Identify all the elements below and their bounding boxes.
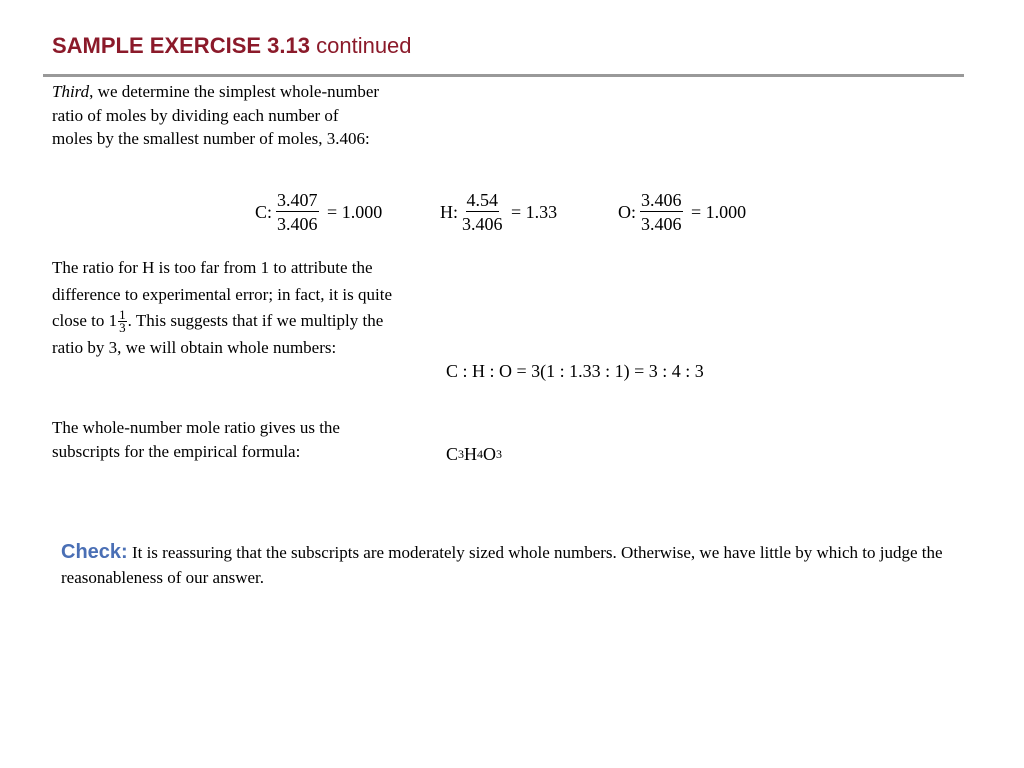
check-text: It is reassuring that the subscripts are moderately sized whole numbers. Otherwise, we have little by which to judge the reasonableness of our answer. [61, 543, 943, 587]
ratio-c-element: C [255, 201, 268, 222]
mixed-number [109, 308, 128, 335]
ratio-h-equation: H : $\frac{4.54}{3.406}$ = 1.33 [440, 190, 558, 234]
third-step-paragraph [52, 80, 382, 151]
ratio-h-numerator: 4.54 [466, 190, 499, 210]
ratio-c-fraction [276, 190, 319, 234]
empirical-paragraph: The whole-number mole ratio gives us the subscripts for the empirical formula: [52, 418, 340, 461]
ratio-h-denominator: 3.406 [462, 214, 503, 234]
third-text: , we determine the simplest whole-number ratio of moles by dividing each number of moles by the smallest number of moles, 3.406: [52, 82, 380, 148]
ratio-c-numerator: 3.407 [277, 190, 318, 210]
ratio-h-fraction [462, 190, 503, 234]
ratio-o-denominator: 3.406 [641, 214, 682, 234]
check-paragraph [61, 540, 951, 590]
title-bold: SAMPLE EXERCISE 3.13 [52, 33, 310, 58]
ratio-o-equation: O : $\frac{3.406}{3.406}$ = 1.000 [618, 190, 747, 234]
formula-h: H [464, 444, 478, 464]
ratio-h-element: H [440, 201, 453, 222]
empirical-formula [446, 444, 502, 465]
mixed-whole: 1 [108, 311, 118, 330]
formula-o: O [483, 444, 497, 464]
ratio-o-numerator: 3.406 [641, 190, 682, 210]
formula-c: C [446, 444, 459, 464]
third-lead: Third [52, 82, 90, 101]
mixed-frac-den: 3 [119, 319, 126, 335]
ratio-note-after: . This suggests that if we multiply the ratio by 3, we will obtain whole numbers: [52, 311, 384, 357]
mole-ratio-equation: C : H : O = 3(1 : 1.33 : 1) = 3 : 4 : 3 [446, 361, 704, 381]
ratio-note-before: The ratio for H is too far from 1 to attribute the difference to experimental error; in fact, it is quite close to [52, 258, 393, 330]
ratio-o-fraction [640, 190, 683, 234]
mixed-frac-num: 1 [119, 306, 126, 322]
ratio-h-result: 1.33 [525, 201, 558, 222]
check-label: Check: [61, 541, 128, 563]
ratio-c-equation: C : $\frac{3.407}{3.406}$ = 1.000 [255, 190, 383, 234]
title-divider [43, 74, 964, 77]
formula-o-subscript: 3 [496, 447, 503, 461]
formula-c-subscript: 3 [458, 447, 465, 461]
ratio-o-element: O [618, 201, 631, 222]
ratio-c-result: 1.000 [341, 201, 383, 222]
ratio-o-result: 1.000 [705, 201, 747, 222]
slide-title [52, 33, 412, 59]
ratio-c-denominator: 3.406 [277, 214, 318, 234]
mixed-fraction [118, 306, 127, 335]
ratio-note-paragraph [52, 255, 402, 361]
title-continued: continued [316, 33, 412, 58]
formula-h-subscript: 4 [477, 447, 484, 461]
